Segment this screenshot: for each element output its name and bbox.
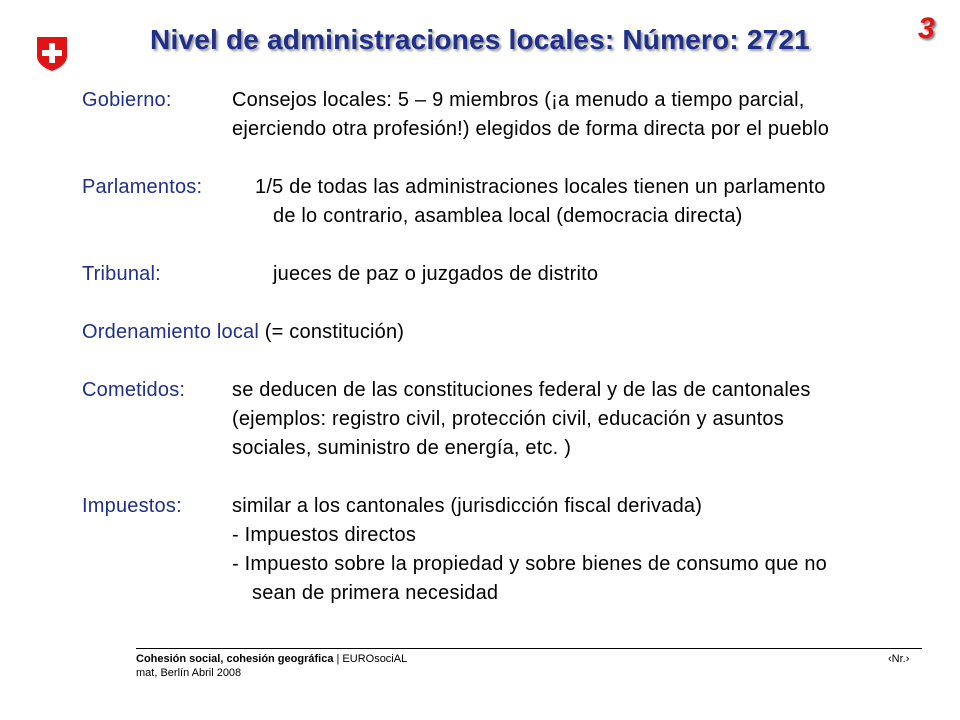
cometidos-text-1: se deducen de las constituciones federal y de las de cantonales	[232, 379, 811, 401]
tribunal-row	[82, 260, 942, 289]
gobierno-row	[82, 86, 942, 115]
ordenamiento-row	[82, 318, 942, 347]
impuestos-row	[82, 492, 942, 521]
footer-title: Cohesión social, cohesión geográfica	[136, 653, 334, 665]
impuestos-text-1: similar a los cantonales (jurisdicción fiscal derivada)	[232, 495, 703, 517]
slide-number: 3	[918, 12, 935, 45]
impuestos-text-4: sean de primera necesidad	[252, 582, 499, 604]
impuestos-label: Impuestos:	[82, 495, 182, 517]
page-title: Nivel de administraciones locales: Número: 2721	[150, 24, 810, 55]
cometidos-row	[82, 376, 942, 405]
tribunal-text: jueces de paz o juzgados de distrito	[273, 263, 599, 285]
parlamentos-text-1: 1/5 de todas las administraciones locales tienen un parlamento	[255, 176, 826, 198]
footer	[136, 652, 407, 680]
ordenamiento-text: (= constitución)	[264, 321, 405, 343]
swiss-cross-icon	[36, 36, 68, 72]
parlamentos-label: Parlamentos:	[82, 176, 203, 198]
footer-page-number: ‹Nr.›	[888, 653, 910, 665]
impuestos-text-3: - Impuesto sobre la propiedad y sobre bienes de consumo que no	[232, 553, 827, 575]
gobierno-text-1: Consejos locales: 5 – 9 miembros (¡a menudo a tiempo parcial,	[232, 89, 805, 111]
footer-event: mat, Berlín Abril 2008	[136, 667, 242, 679]
parlamentos-row	[82, 173, 942, 202]
cometidos-text-2: (ejemplos: registro civil, protección civil, educación y asuntos	[232, 408, 784, 430]
gobierno-text-2: ejerciendo otra profesión!) elegidos de forma directa por el pueblo	[232, 118, 830, 140]
parlamentos-text-2: de lo contrario, asamblea local (democracia directa)	[273, 205, 743, 227]
footer-org: | EUROsociAL	[333, 653, 408, 665]
slide-body	[82, 86, 942, 608]
cometidos-label: Cometidos:	[82, 379, 186, 401]
ordenamiento-label: Ordenamiento local	[82, 321, 260, 343]
gobierno-label: Gobierno:	[82, 89, 172, 111]
impuestos-text-2: - Impuestos directos	[232, 524, 417, 546]
tribunal-label: Tribunal:	[82, 263, 161, 285]
cometidos-text-3: sociales, suministro de energía, etc. )	[232, 437, 572, 459]
footer-divider	[136, 648, 922, 649]
